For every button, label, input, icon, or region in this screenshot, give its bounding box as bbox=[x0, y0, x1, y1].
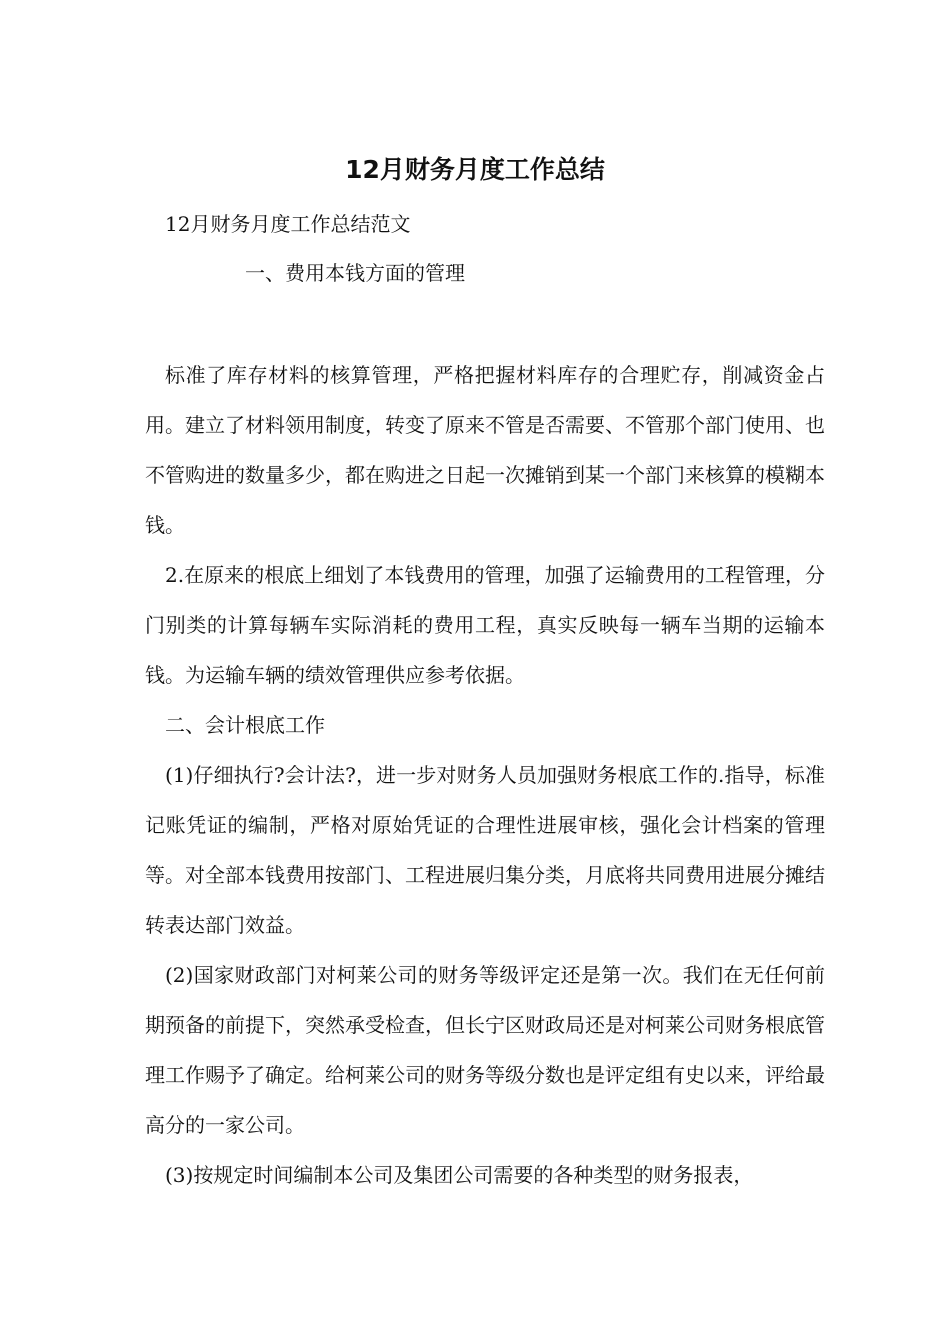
paragraph-financial-rating: (2)国家财政部门对柯莱公司的财务等级评定还是第一次。我们在无任何前期预备的前提下，突然承受检查，但长宁区财政局还是对柯莱公司财务根底管理工作赐予了确定。给柯莱公司的财务等级分数也是评定组有史以来，评给最高分的一家公司。 bbox=[145, 963, 825, 1137]
section-heading-1: 一、费用本钱方面的管理 bbox=[245, 261, 465, 285]
paragraph-inventory: 标准了库存材料的核算管理，严格把握材料库存的合理贮存，削减资金占用。建立了材料领用制度，转变了原来不管是否需要、不管那个部门使用、也不管购进的数量多少，都在购进之日起一次摊销到某一个部门来核算的模糊本钱。 bbox=[145, 363, 825, 537]
document-subtitle: 12月财务月度工作总结范文 bbox=[165, 212, 411, 236]
document-body bbox=[145, 350, 825, 1200]
paragraph-accounting-law: (1)仔细执行?会计法?，进一步对财务人员加强财务根底工作的.指导，标准记账凭证的编制，严格对原始凭证的合理性进展审核，强化会计档案的管理等。对全部本钱费用按部门、工程进展归集分类，月底将共同费用进展分摊结转表达部门效益。 bbox=[145, 763, 825, 937]
section-heading-2: 二、会计根底工作 bbox=[165, 713, 325, 737]
paragraph-cost-detail: 2.在原来的根底上细划了本钱费用的管理，加强了运输费用的工程管理，分门别类的计算每辆车实际消耗的费用工程，真实反映每一辆车当期的运输本钱。为运输车辆的绩效管理供应参考依据。 bbox=[145, 563, 825, 687]
document-title: 12月财务月度工作总结 bbox=[345, 155, 605, 184]
paragraph-financial-reports: (3)按规定时间编制本公司及集团公司需要的各种类型的财务报表， bbox=[165, 1163, 754, 1187]
